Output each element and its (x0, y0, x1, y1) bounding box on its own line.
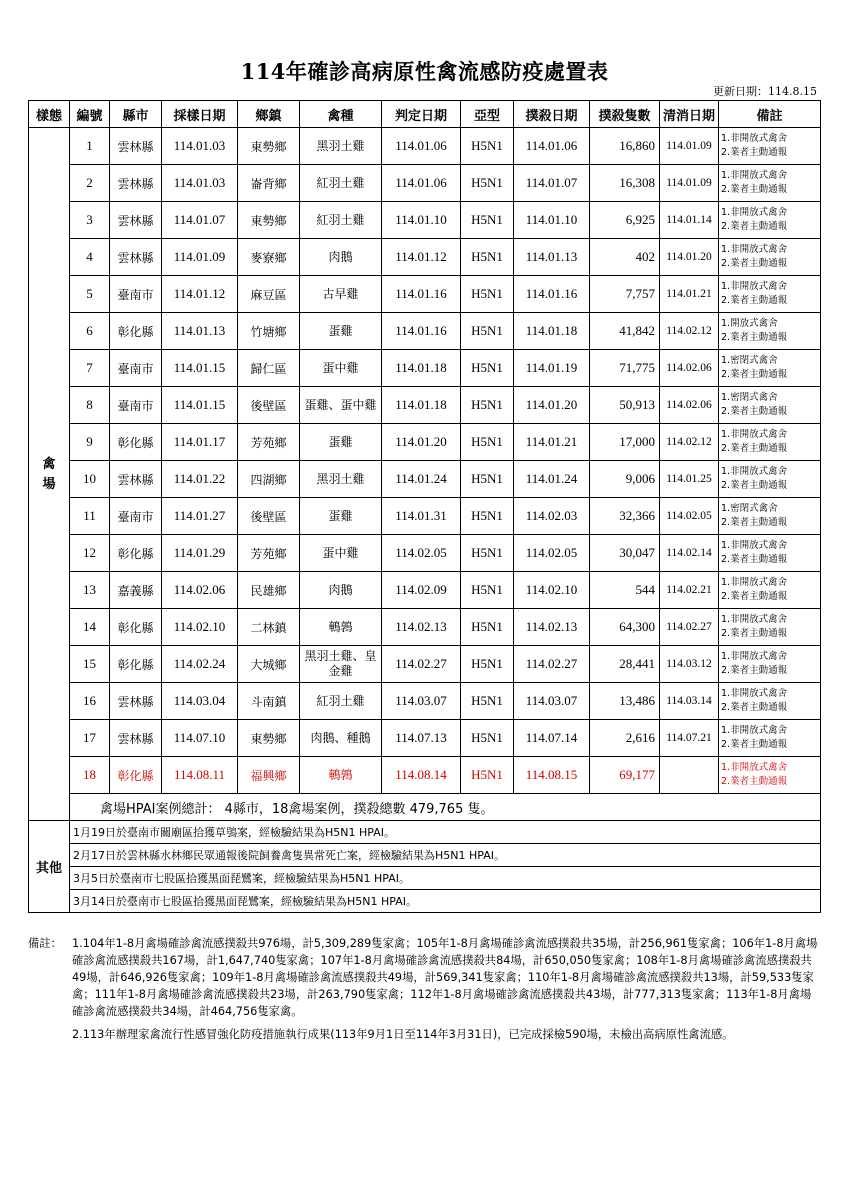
disinfect-date: 114.02.12 (660, 313, 719, 350)
row-number: 11 (70, 498, 110, 535)
county: 雲林縣 (110, 165, 162, 202)
cull-count: 50,913 (590, 387, 660, 424)
row-number: 17 (70, 720, 110, 757)
township: 民雄鄉 (238, 572, 300, 609)
cull-date: 114.01.16 (514, 276, 590, 313)
remark-line: 1.非開放式禽舍 (721, 651, 788, 662)
table-row (29, 202, 821, 239)
county: 雲林縣 (110, 202, 162, 239)
judge-date: 114.01.31 (382, 498, 461, 535)
cull-date: 114.02.10 (514, 572, 590, 609)
table-row (29, 461, 821, 498)
subtype: H5N1 (461, 128, 514, 165)
table-row (29, 757, 821, 794)
judge-date: 114.02.13 (382, 609, 461, 646)
county: 彰化縣 (110, 757, 162, 794)
notes-label: 備註： (28, 937, 62, 950)
sample-date: 114.01.09 (162, 239, 238, 276)
cull-count: 16,860 (590, 128, 660, 165)
disinfect-date: 114.01.25 (660, 461, 719, 498)
sample-date: 114.01.27 (162, 498, 238, 535)
remark-line: 2.業者主動通報 (721, 591, 788, 602)
remark-line: 2.業者主動通報 (721, 258, 788, 269)
disinfect-date: 114.01.09 (660, 128, 719, 165)
col-header: 亞型 (461, 101, 514, 128)
species: 蛋中雞 (300, 535, 382, 572)
remark (719, 239, 821, 276)
remark-line: 1.密閉式禽舍 (721, 392, 778, 403)
judge-date: 114.01.16 (382, 313, 461, 350)
row-number: 14 (70, 609, 110, 646)
species: 紅羽土雞 (300, 202, 382, 239)
remark (719, 646, 821, 683)
subtype: H5N1 (461, 276, 514, 313)
remark-line: 1.開放式禽舍 (721, 318, 778, 329)
table-row (29, 535, 821, 572)
sample-date: 114.01.22 (162, 461, 238, 498)
remark (719, 165, 821, 202)
judge-date: 114.08.14 (382, 757, 461, 794)
remark-line: 2.業者主動通報 (721, 739, 788, 750)
subtype: H5N1 (461, 239, 514, 276)
species: 鵪鶉 (300, 609, 382, 646)
subtype: H5N1 (461, 165, 514, 202)
other-row (29, 890, 821, 913)
remark (719, 202, 821, 239)
other-case: 2月17日於雲林縣水林鄉民眾通報後院飼養禽隻異常死亡案，經檢驗結果為H5N1 HPAI。 (70, 844, 821, 867)
cull-count: 9,006 (590, 461, 660, 498)
remark (719, 128, 821, 165)
subtype: H5N1 (461, 202, 514, 239)
cull-date: 114.01.24 (514, 461, 590, 498)
cull-date: 114.01.21 (514, 424, 590, 461)
other-row (29, 867, 821, 890)
remark-line: 1.非開放式禽舍 (721, 725, 788, 736)
remark-line: 2.業者主動通報 (721, 480, 788, 491)
cull-date: 114.08.15 (514, 757, 590, 794)
disinfect-date: 114.03.14 (660, 683, 719, 720)
remark (719, 535, 821, 572)
judge-date: 114.07.13 (382, 720, 461, 757)
county: 雲林縣 (110, 128, 162, 165)
cull-count: 32,366 (590, 498, 660, 535)
other-case: 3月14日於臺南市七股區拾獲黑面琵鷺案，經檢驗結果為H5N1 HPAI。 (70, 890, 821, 913)
cull-count: 17,000 (590, 424, 660, 461)
total-row (29, 794, 821, 821)
sample-date: 114.01.17 (162, 424, 238, 461)
county: 雲林縣 (110, 720, 162, 757)
remark-line: 2.業者主動通報 (721, 702, 788, 713)
remark (719, 424, 821, 461)
remark (719, 720, 821, 757)
col-header: 禽種 (300, 101, 382, 128)
remark-line: 1.非開放式禽舍 (721, 614, 788, 625)
county: 彰化縣 (110, 646, 162, 683)
remark (719, 313, 821, 350)
row-number: 10 (70, 461, 110, 498)
disinfect-date: 114.02.12 (660, 424, 719, 461)
remark (719, 757, 821, 794)
species: 黑羽土雞、皇金雞 (300, 646, 382, 683)
species: 蛋雞 (300, 313, 382, 350)
remark (719, 350, 821, 387)
sample-date: 114.02.10 (162, 609, 238, 646)
disinfect-date (660, 757, 719, 794)
remark-line: 2.業者主動通報 (721, 554, 788, 565)
table-row (29, 313, 821, 350)
table-row (29, 683, 821, 720)
judge-date: 114.02.05 (382, 535, 461, 572)
cull-count: 41,842 (590, 313, 660, 350)
other-case: 1月19日於臺南市關廟區拾獲草鴞案，經檢驗結果為H5N1 HPAI。 (70, 821, 821, 844)
disinfect-date: 114.03.12 (660, 646, 719, 683)
species: 蛋雞 (300, 424, 382, 461)
cull-count: 28,441 (590, 646, 660, 683)
row-number: 3 (70, 202, 110, 239)
remark-line: 1.非開放式禽舍 (721, 281, 788, 292)
judge-date: 114.03.07 (382, 683, 461, 720)
species: 紅羽土雞 (300, 683, 382, 720)
subtype: H5N1 (461, 757, 514, 794)
remark-line: 2.業者主動通報 (721, 665, 788, 676)
row-number: 7 (70, 350, 110, 387)
cull-count: 71,775 (590, 350, 660, 387)
county: 雲林縣 (110, 683, 162, 720)
subtype: H5N1 (461, 350, 514, 387)
species: 肉鵝、種鵝 (300, 720, 382, 757)
sample-date: 114.01.29 (162, 535, 238, 572)
table-row (29, 720, 821, 757)
subtype: H5N1 (461, 572, 514, 609)
county: 臺南市 (110, 350, 162, 387)
disinfect-date: 114.02.06 (660, 387, 719, 424)
cull-date: 114.02.13 (514, 609, 590, 646)
table-row (29, 350, 821, 387)
col-header: 縣市 (110, 101, 162, 128)
page-title: 114年確診高病原性禽流感防疫處置表 (240, 59, 609, 84)
species: 蛋雞、蛋中雞 (300, 387, 382, 424)
row-number: 5 (70, 276, 110, 313)
total-summary: 禽場HPAI案例總計： 4縣市，18禽場案例，撲殺總數 479,765 隻。 (70, 794, 821, 821)
sample-date: 114.01.12 (162, 276, 238, 313)
cull-count: 402 (590, 239, 660, 276)
subtype: H5N1 (461, 646, 514, 683)
remark (719, 461, 821, 498)
county: 彰化縣 (110, 609, 162, 646)
header-row (29, 101, 821, 128)
col-header: 樣態 (29, 101, 70, 128)
disinfect-date: 114.01.09 (660, 165, 719, 202)
remark-line: 2.業者主動通報 (721, 369, 788, 380)
remark-line: 1.非開放式禽舍 (721, 466, 788, 477)
judge-date: 114.01.06 (382, 128, 461, 165)
subtype: H5N1 (461, 535, 514, 572)
row-number: 18 (70, 757, 110, 794)
cull-count: 6,925 (590, 202, 660, 239)
township: 麥寮鄉 (238, 239, 300, 276)
row-number: 4 (70, 239, 110, 276)
species: 肉鵝 (300, 239, 382, 276)
row-number: 9 (70, 424, 110, 461)
remark-line: 1.非開放式禽舍 (721, 762, 788, 773)
col-header: 編號 (70, 101, 110, 128)
col-header: 撲殺隻數 (590, 101, 660, 128)
sample-date: 114.02.24 (162, 646, 238, 683)
remark-line: 1.非開放式禽舍 (721, 429, 788, 440)
cull-date: 114.01.10 (514, 202, 590, 239)
county: 彰化縣 (110, 535, 162, 572)
county: 嘉義縣 (110, 572, 162, 609)
note-paragraph: 1.104年1-8月禽場確診禽流感撲殺共976場，計5,309,289隻家禽；105年1-8月禽場確診禽流感撲殺共35場，計256,961隻家禽；106年1-8月禽場確診禽流感撲殺共167場，計1,647,740隻家禽；107年1-8月禽場確診禽流感撲殺共84場，計650,050隻家禽；108年1-8月禽場確診禽流感撲殺共49場，計646,926隻家禽；109年1-8月禽場確診禽流感撲殺共49場，計569,341隻家禽；110年1-8月禽場確診禽流感撲殺共13場，計59,533隻家禽；111年1-8月禽場確診禽流感撲殺共23場，計263,790隻家禽；112年1-8月禽場確診禽流感撲殺共43場，計777,313隻家禽；113年1-8月禽場確診禽流感撲殺共34場，計464,756隻家禽。 (72, 937, 818, 1018)
sample-date: 114.08.11 (162, 757, 238, 794)
subtype: H5N1 (461, 683, 514, 720)
township: 四湖鄉 (238, 461, 300, 498)
species: 蛋雞 (300, 498, 382, 535)
remark-line: 2.業者主動通報 (721, 184, 788, 195)
col-header: 清消日期 (660, 101, 719, 128)
cull-count: 13,486 (590, 683, 660, 720)
category-other: 其他 (29, 821, 70, 913)
cull-date: 114.02.27 (514, 646, 590, 683)
township: 斗南鎮 (238, 683, 300, 720)
judge-date: 114.01.16 (382, 276, 461, 313)
sample-date: 114.01.03 (162, 128, 238, 165)
township: 福興鄉 (238, 757, 300, 794)
township: 大城鄉 (238, 646, 300, 683)
remark-line: 2.業者主動通報 (721, 776, 788, 787)
subtype: H5N1 (461, 720, 514, 757)
remark (719, 498, 821, 535)
other-row (29, 844, 821, 867)
species: 鵪鶉 (300, 757, 382, 794)
table-row (29, 572, 821, 609)
remark-line: 1.非開放式禽舍 (721, 577, 788, 588)
remark (719, 387, 821, 424)
species: 古早雞 (300, 276, 382, 313)
remark-line: 2.業者主動通報 (721, 628, 788, 639)
remark-line: 1.非開放式禽舍 (721, 540, 788, 551)
subtype: H5N1 (461, 498, 514, 535)
disinfect-date: 114.01.20 (660, 239, 719, 276)
update-date: 更新日期：114.8.15 (713, 85, 817, 98)
col-header: 判定日期 (382, 101, 461, 128)
sample-date: 114.03.04 (162, 683, 238, 720)
row-number: 8 (70, 387, 110, 424)
row-number: 1 (70, 128, 110, 165)
county: 雲林縣 (110, 239, 162, 276)
other-row (29, 821, 821, 844)
sample-date: 114.02.06 (162, 572, 238, 609)
township: 後壁區 (238, 387, 300, 424)
cull-date: 114.01.07 (514, 165, 590, 202)
table-row (29, 239, 821, 276)
remark-line: 1.非開放式禽舍 (721, 244, 788, 255)
township: 崙背鄉 (238, 165, 300, 202)
remark-line: 2.業者主動通報 (721, 406, 788, 417)
subtype: H5N1 (461, 609, 514, 646)
remark (719, 572, 821, 609)
judge-date: 114.01.10 (382, 202, 461, 239)
col-header: 撲殺日期 (514, 101, 590, 128)
disinfect-date: 114.02.06 (660, 350, 719, 387)
remark (719, 276, 821, 313)
table-row (29, 498, 821, 535)
cull-count: 7,757 (590, 276, 660, 313)
cull-date: 114.02.03 (514, 498, 590, 535)
disinfect-date: 114.07.21 (660, 720, 719, 757)
sample-date: 114.01.13 (162, 313, 238, 350)
species: 紅羽土雞 (300, 165, 382, 202)
note-paragraph: 2.113年辦理家禽流行性感冒強化防疫措施執行成果(113年9月1日至114年3月31日)，已完成採檢590場，未檢出高病原性禽流感。 (72, 1028, 734, 1041)
cull-count: 544 (590, 572, 660, 609)
cull-count: 16,308 (590, 165, 660, 202)
table-row (29, 276, 821, 313)
township: 麻豆區 (238, 276, 300, 313)
remark-line: 2.業者主動通報 (721, 147, 788, 158)
table-row (29, 387, 821, 424)
cull-count: 69,177 (590, 757, 660, 794)
county: 臺南市 (110, 387, 162, 424)
remark-line: 2.業者主動通報 (721, 221, 788, 232)
judge-date: 114.01.24 (382, 461, 461, 498)
species: 蛋中雞 (300, 350, 382, 387)
judge-date: 114.02.09 (382, 572, 461, 609)
remark (719, 683, 821, 720)
disinfect-date: 114.02.05 (660, 498, 719, 535)
cull-date: 114.01.20 (514, 387, 590, 424)
disinfect-date: 114.02.14 (660, 535, 719, 572)
township: 東勢鄉 (238, 720, 300, 757)
disinfect-date: 114.02.21 (660, 572, 719, 609)
judge-date: 114.01.18 (382, 387, 461, 424)
category-farm: 禽 場 (29, 128, 70, 821)
judge-date: 114.01.18 (382, 350, 461, 387)
row-number: 15 (70, 646, 110, 683)
footnotes (28, 935, 820, 1049)
table-row (29, 165, 821, 202)
cull-count: 64,300 (590, 609, 660, 646)
species: 黑羽土雞 (300, 461, 382, 498)
township: 歸仁區 (238, 350, 300, 387)
col-header: 採樣日期 (162, 101, 238, 128)
township: 後壁區 (238, 498, 300, 535)
township: 東勢鄉 (238, 202, 300, 239)
row-number: 2 (70, 165, 110, 202)
disinfect-date: 114.02.27 (660, 609, 719, 646)
township: 二林鎮 (238, 609, 300, 646)
table-row (29, 128, 821, 165)
row-number: 12 (70, 535, 110, 572)
species: 黑羽土雞 (300, 128, 382, 165)
township: 竹塘鄉 (238, 313, 300, 350)
cull-date: 114.01.19 (514, 350, 590, 387)
county: 雲林縣 (110, 461, 162, 498)
county: 臺南市 (110, 498, 162, 535)
judge-date: 114.02.27 (382, 646, 461, 683)
sample-date: 114.01.15 (162, 387, 238, 424)
cull-date: 114.01.13 (514, 239, 590, 276)
col-header: 鄉鎮 (238, 101, 300, 128)
township: 東勢鄉 (238, 128, 300, 165)
other-case: 3月5日於臺南市七股區拾獲黑面琵鷺案，經檢驗結果為H5N1 HPAI。 (70, 867, 821, 890)
species: 肉鵝 (300, 572, 382, 609)
county: 彰化縣 (110, 424, 162, 461)
row-number: 13 (70, 572, 110, 609)
cull-date: 114.07.14 (514, 720, 590, 757)
remark-line: 1.非開放式禽舍 (721, 688, 788, 699)
county: 臺南市 (110, 276, 162, 313)
remark (719, 609, 821, 646)
cull-date: 114.01.18 (514, 313, 590, 350)
cull-count: 2,616 (590, 720, 660, 757)
cull-date: 114.02.05 (514, 535, 590, 572)
cull-date: 114.03.07 (514, 683, 590, 720)
remark-line: 1.密閉式禽舍 (721, 503, 778, 514)
cull-count: 30,047 (590, 535, 660, 572)
township: 芳苑鄉 (238, 535, 300, 572)
subtype: H5N1 (461, 461, 514, 498)
remark-line: 2.業者主動通報 (721, 443, 788, 454)
remark-line: 1.密閉式禽舍 (721, 355, 778, 366)
judge-date: 114.01.12 (382, 239, 461, 276)
cull-date: 114.01.06 (514, 128, 590, 165)
subtype: H5N1 (461, 313, 514, 350)
outbreak-table (28, 100, 821, 913)
sample-date: 114.01.15 (162, 350, 238, 387)
table-row (29, 424, 821, 461)
disinfect-date: 114.01.14 (660, 202, 719, 239)
table-row (29, 609, 821, 646)
remark-line: 1.非開放式禽舍 (721, 207, 788, 218)
township: 芳苑鄉 (238, 424, 300, 461)
row-number: 6 (70, 313, 110, 350)
judge-date: 114.01.06 (382, 165, 461, 202)
subtype: H5N1 (461, 387, 514, 424)
table-row (29, 646, 821, 683)
remark-line: 2.業者主動通報 (721, 295, 788, 306)
remark-line: 1.非開放式禽舍 (721, 133, 788, 144)
remark-line: 1.非開放式禽舍 (721, 170, 788, 181)
judge-date: 114.01.20 (382, 424, 461, 461)
row-number: 16 (70, 683, 110, 720)
sample-date: 114.07.10 (162, 720, 238, 757)
remark-line: 2.業者主動通報 (721, 332, 788, 343)
disinfect-date: 114.01.21 (660, 276, 719, 313)
remark-line: 2.業者主動通報 (721, 517, 788, 528)
subtype: H5N1 (461, 424, 514, 461)
sample-date: 114.01.07 (162, 202, 238, 239)
col-header: 備註 (719, 101, 821, 128)
county: 彰化縣 (110, 313, 162, 350)
sample-date: 114.01.03 (162, 165, 238, 202)
